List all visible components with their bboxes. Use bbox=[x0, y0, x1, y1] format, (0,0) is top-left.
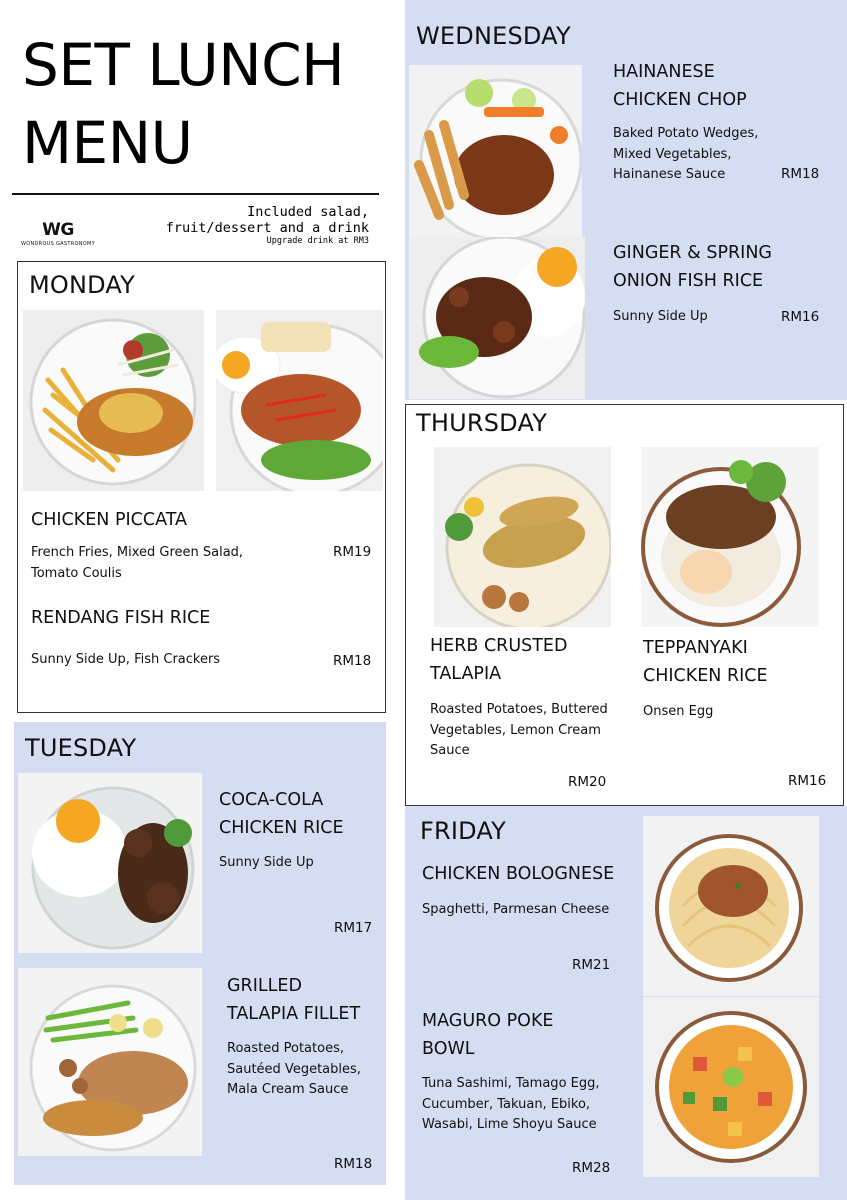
dish-name bbox=[643, 634, 768, 690]
dish-price: RM18 bbox=[333, 653, 372, 669]
plate-illustration bbox=[434, 447, 611, 627]
plate-illustration bbox=[409, 65, 582, 237]
dish-description bbox=[613, 307, 708, 328]
dish-description bbox=[219, 853, 314, 874]
grilled-talapia-photo bbox=[18, 968, 202, 1156]
desc-line: Sunny Side Up bbox=[219, 855, 314, 870]
dish-price: RM18 bbox=[781, 166, 820, 182]
dish-price: RM21 bbox=[572, 957, 611, 973]
dish-name-line: CHICKEN RICE bbox=[643, 666, 768, 686]
bowl-illustration bbox=[643, 816, 819, 996]
wednesday-label: WEDNESDAY bbox=[416, 22, 571, 50]
chicken-piccata-photo bbox=[23, 310, 204, 491]
thursday-label: THURSDAY bbox=[416, 409, 548, 437]
dish-price: RM18 bbox=[334, 1156, 373, 1172]
dish-description bbox=[422, 1074, 600, 1136]
dish-name-line: MAGURO POKE bbox=[422, 1011, 554, 1031]
desc-line: Tomato Coulis bbox=[31, 565, 122, 581]
header-divider bbox=[12, 193, 379, 195]
ginger-spring-onion-fish-rice-photo bbox=[409, 237, 585, 399]
plate-illustration bbox=[18, 773, 202, 953]
logo bbox=[16, 221, 100, 247]
desc-line: Onsen Egg bbox=[643, 704, 714, 719]
desc-line: French Fries, Mixed Green Salad, bbox=[31, 545, 244, 560]
desc-line: Mala Cream Sauce bbox=[227, 1082, 349, 1097]
dish-name-line: GINGER & SPRING bbox=[613, 243, 772, 263]
dish-price: RM19 bbox=[333, 544, 372, 560]
plate-illustration bbox=[641, 447, 819, 627]
desc-line: Tuna Sashimi, Tamago Egg, bbox=[422, 1076, 600, 1091]
desc-line: Baked Potato Wedges, bbox=[613, 126, 759, 141]
dish-name-line: BOWL bbox=[422, 1039, 475, 1059]
logo-text: WONDROUS GASTRONOMY bbox=[21, 241, 95, 247]
page-title-line1: SET LUNCH bbox=[22, 31, 345, 99]
desc-line: Wasabi, Lime Shoyu Sauce bbox=[422, 1117, 597, 1132]
desc-line: Cucumber, Takuan, Ebiko, bbox=[422, 1096, 591, 1112]
desc-line: Roasted Potatoes, bbox=[227, 1041, 344, 1056]
dish-name-line: TALAPIA bbox=[430, 664, 502, 684]
dish-description bbox=[31, 543, 243, 584]
friday-label: FRIDAY bbox=[420, 817, 507, 845]
dish-description bbox=[613, 124, 758, 186]
dish-description bbox=[31, 650, 220, 671]
dish-name-line: COCA-COLA bbox=[219, 790, 324, 810]
page-title bbox=[22, 26, 344, 182]
dish-name-line: HERB CRUSTED bbox=[430, 636, 568, 656]
included-line1: Included salad, bbox=[247, 204, 369, 220]
plate-illustration bbox=[18, 968, 202, 1156]
desc-line: Hainanese Sauce bbox=[613, 167, 726, 182]
bowl-illustration bbox=[643, 997, 819, 1177]
included-line2: fruit/dessert and a drink bbox=[165, 220, 369, 236]
desc-line: Sautéed Vegetables, bbox=[227, 1061, 361, 1077]
desc-line: Roasted Potatoes, Buttered bbox=[430, 702, 608, 717]
desc-line: Spaghetti, Parmesan Cheese bbox=[422, 902, 610, 917]
hainanese-chicken-chop-photo bbox=[409, 65, 582, 237]
dish-name bbox=[613, 58, 747, 114]
dish-name-line: CHICKEN RICE bbox=[219, 818, 344, 838]
dish-name: RENDANG FISH RICE bbox=[31, 608, 211, 628]
dish-price: RM28 bbox=[572, 1160, 611, 1176]
rendang-fish-rice-photo bbox=[216, 310, 383, 491]
dish-name-line: GRILLED bbox=[227, 976, 302, 996]
herb-crusted-talapia-photo bbox=[434, 447, 611, 627]
dish-description bbox=[422, 900, 609, 921]
dish-price: RM17 bbox=[334, 920, 373, 936]
teppanyaki-chicken-rice-photo bbox=[641, 447, 819, 627]
maguro-poke-bowl-photo bbox=[643, 997, 819, 1177]
logo-mark: WG bbox=[42, 220, 74, 240]
dish-name bbox=[430, 632, 567, 688]
dish-name bbox=[613, 239, 772, 295]
dish-name bbox=[422, 1007, 554, 1063]
dish-name-line: TALAPIA FILLET bbox=[227, 1004, 361, 1024]
included-info bbox=[166, 204, 369, 247]
dish-description bbox=[430, 700, 608, 762]
dish-name-line: TEPPANYAKI bbox=[643, 638, 748, 658]
dish-name: CHICKEN PICCATA bbox=[31, 510, 188, 530]
desc-line: Vegetables, Lemon Cream bbox=[430, 722, 601, 738]
plate-illustration bbox=[216, 310, 383, 491]
tuesday-label: TUESDAY bbox=[25, 734, 137, 762]
dish-name-line: ONION FISH RICE bbox=[613, 271, 764, 291]
desc-line: Mixed Vegetables, bbox=[613, 146, 732, 162]
dish-description bbox=[227, 1039, 361, 1101]
chicken-bolognese-photo bbox=[643, 816, 819, 996]
upgrade-note: Upgrade drink at RM3 bbox=[266, 236, 369, 246]
desc-line: Sunny Side Up, Fish Crackers bbox=[31, 652, 221, 667]
page-title-line2: MENU bbox=[22, 109, 193, 177]
plate-illustration bbox=[23, 310, 204, 491]
dish-name: CHICKEN BOLOGNESE bbox=[422, 864, 615, 884]
coca-cola-chicken-rice-photo bbox=[18, 773, 202, 953]
plate-illustration bbox=[409, 237, 585, 399]
dish-price: RM20 bbox=[568, 774, 607, 790]
dish-price: RM16 bbox=[781, 309, 820, 325]
desc-line: Sauce bbox=[430, 743, 470, 758]
dish-name-line: CHICKEN CHOP bbox=[613, 90, 747, 110]
dish-name-line: HAINANESE bbox=[613, 62, 715, 82]
desc-line: Sunny Side Up bbox=[613, 309, 708, 324]
dish-description bbox=[643, 702, 713, 723]
dish-name bbox=[219, 786, 344, 842]
dish-price: RM16 bbox=[788, 773, 827, 789]
monday-label: MONDAY bbox=[29, 271, 136, 299]
dish-name bbox=[227, 972, 360, 1028]
